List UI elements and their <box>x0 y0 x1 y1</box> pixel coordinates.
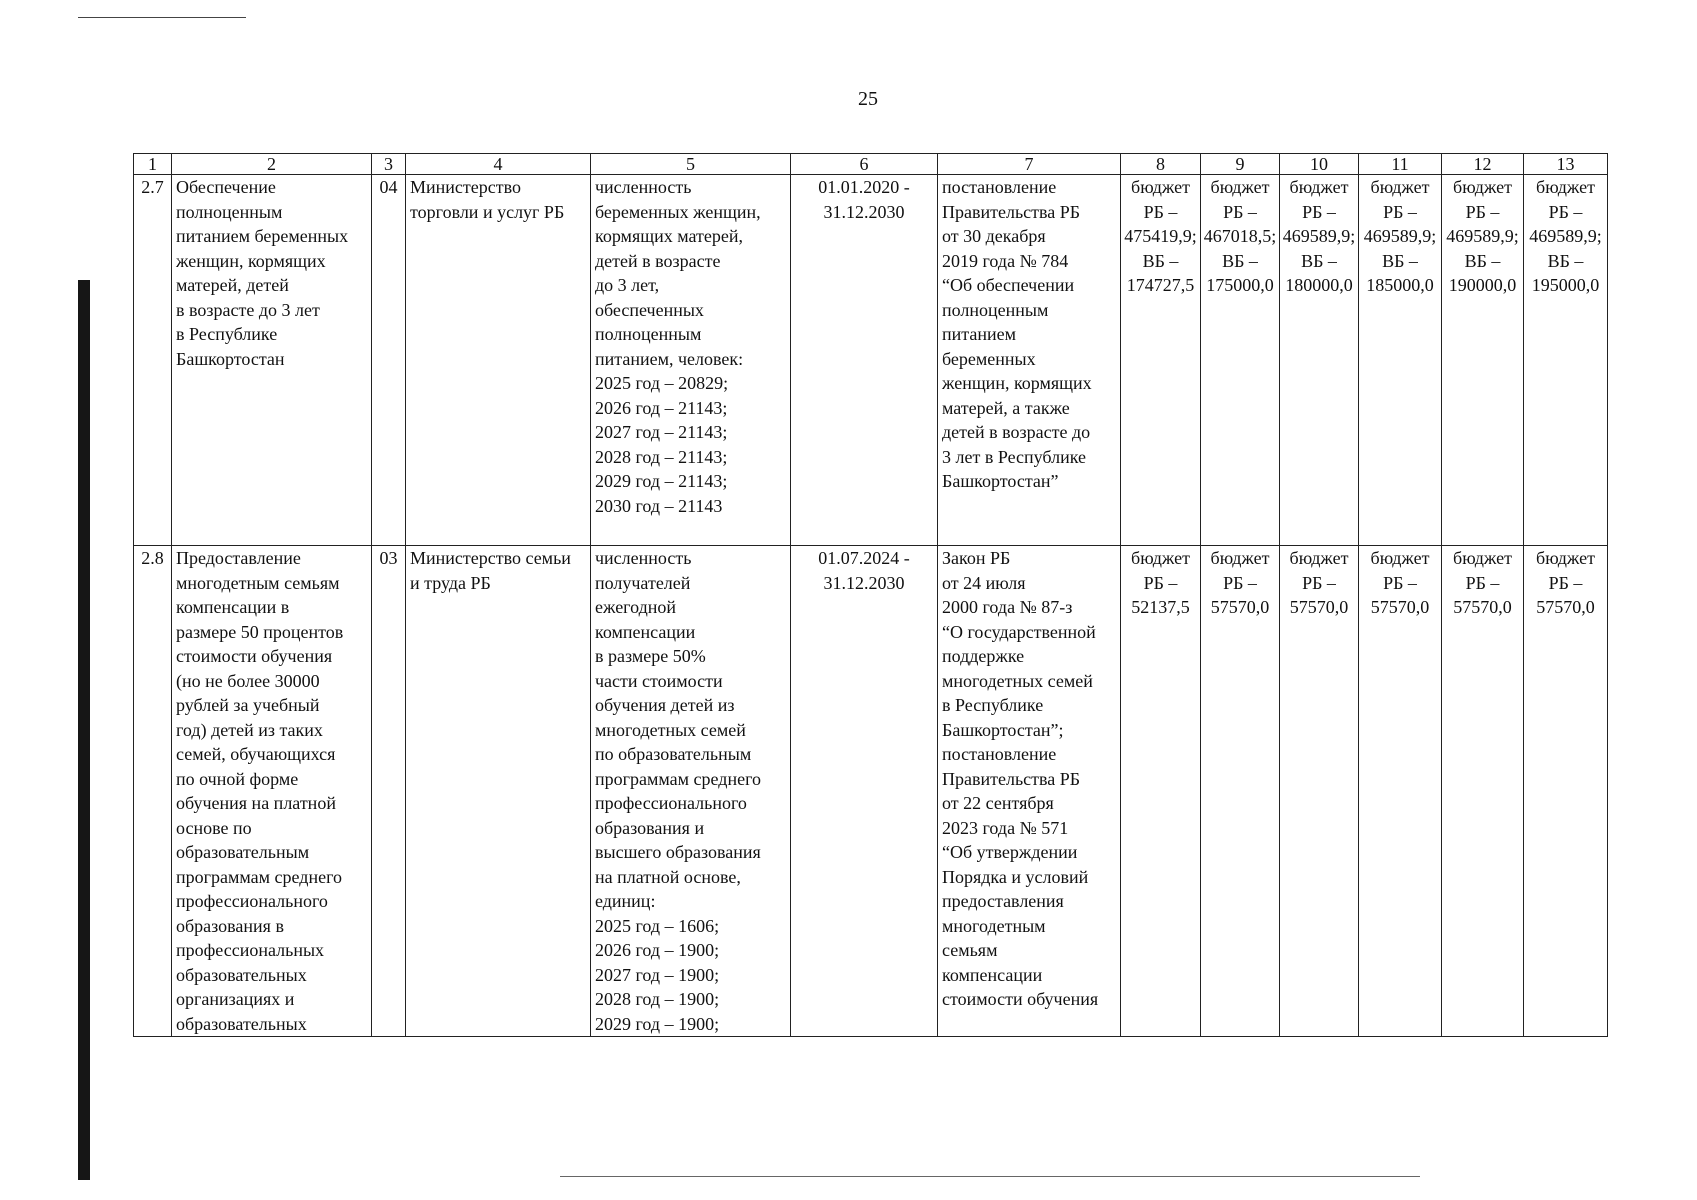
cell-line: в возрасте до 3 лет <box>176 299 320 320</box>
cell-line: основе по <box>176 817 252 838</box>
funding-line: бюджет <box>1536 177 1595 197</box>
cell-line: Предоставление <box>176 548 301 568</box>
cell-line: компенсации <box>595 621 696 642</box>
cell-line: полноценным <box>176 201 283 222</box>
funding-line: 57570,0 <box>1210 597 1270 617</box>
cell-line: размере 50 процентов <box>176 621 344 642</box>
funding-line: 469589,9; <box>1363 226 1437 246</box>
period-cell <box>791 546 938 1037</box>
cell-line: Правительства РБ <box>942 768 1081 789</box>
cell-line: 2027 год – 21143; <box>595 422 728 442</box>
cell-line: 3 лет в Республике <box>942 446 1087 467</box>
cell-line: 2029 год – 1900; <box>595 1013 720 1034</box>
header-cell: 1 <box>134 154 172 175</box>
cell-line: поддержке <box>942 646 1025 666</box>
cell-line: многодетным семьям <box>176 572 340 593</box>
page-number: 25 <box>858 88 878 110</box>
funding-line: ВБ – <box>1142 250 1179 271</box>
cell-line: программам среднего <box>595 768 761 789</box>
cell-line: программам среднего <box>176 866 342 887</box>
funding-line: РБ – <box>1143 572 1178 593</box>
funding-line: ВБ – <box>1547 250 1584 271</box>
activity-name <box>172 546 372 1037</box>
funding-line: РБ – <box>1548 201 1583 222</box>
header-cell: 9 <box>1201 154 1280 175</box>
cell-line: полноценным <box>942 299 1049 320</box>
cell-line: детей в возрасте <box>595 250 721 271</box>
indicator-cell <box>591 175 791 546</box>
cell-line: в Республике <box>942 695 1044 715</box>
cell-line: по очной форме <box>176 768 299 789</box>
cell-line: стоимости обучения <box>176 646 333 666</box>
cell-line: ежегодной <box>595 597 677 617</box>
cell-line: беременных женщин, <box>595 201 761 222</box>
cell-line: многодетных семей <box>942 670 1093 691</box>
cell-line: 2028 год – 1900; <box>595 989 720 1009</box>
cell-line: 2026 год – 1900; <box>595 940 720 960</box>
funding-line: 469589,9; <box>1446 226 1519 246</box>
funding-line: РБ – <box>1223 572 1257 593</box>
funding-line: РБ – <box>1465 201 1500 222</box>
funding-cell <box>1442 546 1524 1037</box>
cell-line: Закон РБ <box>942 548 1011 568</box>
header-cell: 3 <box>372 154 406 175</box>
cell-line: 2025 год – 1606; <box>595 915 720 936</box>
cell-line: до 3 лет, <box>595 275 660 295</box>
funding-line: бюджет <box>1210 177 1270 197</box>
cell-line: обучения на платной <box>176 793 336 813</box>
cell-line: профессиональных <box>176 940 325 960</box>
executor-cell <box>406 546 591 1037</box>
cell-line: 31.12.2030 <box>823 201 905 222</box>
funding-line: 195000,0 <box>1531 275 1600 295</box>
cell-line: 2030 год – 21143 <box>595 495 723 516</box>
funding-line: бюджет <box>1370 177 1430 197</box>
funding-line: бюджет <box>1131 177 1190 197</box>
cell-line: 2019 года № 784 <box>942 250 1069 271</box>
code-cell: 04 <box>372 175 406 546</box>
funding-line: ВБ – <box>1301 250 1337 271</box>
funding-cell <box>1121 175 1201 546</box>
funding-line: 467018,5; <box>1203 226 1277 246</box>
cell-line: питанием <box>942 324 1016 344</box>
funding-line: 57570,0 <box>1370 597 1430 617</box>
cell-line: стоимости обучения <box>942 989 1099 1009</box>
funding-line: 52137,5 <box>1131 597 1190 617</box>
cell-line: 2023 года № 571 <box>942 817 1069 838</box>
funding-line: 57570,0 <box>1536 597 1595 617</box>
funding-line: 469589,9; <box>1529 226 1602 246</box>
cell-line: постановление <box>942 744 1057 764</box>
scan-edge-bar <box>78 280 90 1180</box>
cell-line: Башкортостан” <box>942 471 1059 491</box>
cell-line: численность <box>595 548 692 568</box>
cell-line: в размере 50% <box>595 646 706 666</box>
cell-line: многодетных семей <box>595 719 746 740</box>
cell-line: Министерство семьи <box>410 548 571 568</box>
cell-line: Башкортостан <box>176 348 285 369</box>
cell-line: постановление <box>942 177 1057 197</box>
header-cell: 2 <box>172 154 372 175</box>
cell-line: женщин, кормящих <box>176 250 326 271</box>
cell-line: высшего образования <box>595 842 761 862</box>
funding-line: 180000,0 <box>1285 275 1353 295</box>
executor-cell <box>406 175 591 546</box>
table-row <box>134 546 1608 1037</box>
funding-line: ВБ – <box>1222 250 1258 271</box>
funding-line: 57570,0 <box>1453 597 1512 617</box>
cell-line: рублей за учебный <box>176 695 320 715</box>
cell-line: Министерство <box>410 177 521 197</box>
funding-cell <box>1359 175 1442 546</box>
funding-line: 475419,9; <box>1124 226 1197 246</box>
funding-cell <box>1359 546 1442 1037</box>
funding-line: 190000,0 <box>1448 275 1517 295</box>
cell-line: части стоимости <box>595 670 723 691</box>
funding-line: РБ – <box>1465 572 1500 593</box>
funding-cell <box>1121 546 1201 1037</box>
funding-line: РБ – <box>1383 572 1417 593</box>
cell-line: год) детей из таких <box>176 719 323 740</box>
cell-line: 2025 год – 20829; <box>595 373 729 393</box>
cell-line: торговли и услуг РБ <box>410 201 565 222</box>
header-cell: 8 <box>1121 154 1201 175</box>
cell-line: численность <box>595 177 692 197</box>
period-cell <box>791 175 938 546</box>
indicator-cell <box>591 546 791 1037</box>
header-cell: 6 <box>791 154 938 175</box>
header-cell: 4 <box>406 154 591 175</box>
cell-line: “Об обеспечении <box>942 275 1075 295</box>
funding-line: 185000,0 <box>1366 275 1434 295</box>
cell-line: 2026 год – 21143; <box>595 397 728 418</box>
funding-cell <box>1201 546 1280 1037</box>
cell-line: в Республике <box>176 324 278 344</box>
cell-line: по образовательным <box>595 744 752 764</box>
cell-line: Порядка и условий <box>942 866 1089 887</box>
funding-line: ВБ – <box>1464 250 1501 271</box>
cell-line: женщин, кормящих <box>942 373 1092 393</box>
cell-line: профессионального <box>176 891 328 911</box>
funding-line: ВБ – <box>1382 250 1418 271</box>
cell-line: “О государственной <box>942 621 1096 642</box>
cell-line: получателей <box>595 572 691 593</box>
cell-line: семьям <box>942 940 998 960</box>
funding-line: РБ – <box>1223 201 1257 222</box>
funding-line: бюджет <box>1210 548 1270 568</box>
activity-name <box>172 175 372 546</box>
cell-line: образовательным <box>176 842 310 862</box>
header-cell: 10 <box>1280 154 1359 175</box>
cell-line: единиц: <box>595 891 656 911</box>
cell-line: и труда РБ <box>410 572 491 593</box>
cell-line: Обеспечение <box>176 177 276 197</box>
row-number: 2.7 <box>134 175 172 546</box>
cell-line: “Об утверждении <box>942 842 1078 862</box>
funding-cell <box>1280 175 1359 546</box>
funding-line: РБ – <box>1383 201 1417 222</box>
funding-cell <box>1280 546 1359 1037</box>
cell-line: обучения детей из <box>595 695 735 715</box>
funding-line: бюджет <box>1289 548 1349 568</box>
funding-line: 174727,5 <box>1126 275 1195 295</box>
cell-line: кормящих матерей, <box>595 226 743 246</box>
cell-line: профессионального <box>595 793 747 813</box>
header-cell: 7 <box>938 154 1121 175</box>
cell-line: многодетным <box>942 915 1046 936</box>
cell-line: детей в возрасте до <box>942 422 1091 442</box>
cell-line: от 22 сентября <box>942 793 1054 813</box>
header-cell: 11 <box>1359 154 1442 175</box>
funding-line: бюджет <box>1131 548 1190 568</box>
cell-line: от 24 июля <box>942 572 1026 593</box>
funding-line: бюджет <box>1453 548 1512 568</box>
cell-line: полноценным <box>595 324 702 344</box>
cell-line: 31.12.2030 <box>823 572 905 593</box>
funding-line: 57570,0 <box>1289 597 1349 617</box>
program-table <box>133 153 1608 1037</box>
funding-line: бюджет <box>1453 177 1512 197</box>
funding-cell <box>1442 175 1524 546</box>
code-cell: 03 <box>372 546 406 1037</box>
basis-cell <box>938 175 1121 546</box>
cell-line: (но не более 30000 <box>176 670 320 691</box>
funding-line: 469589,9; <box>1282 226 1356 246</box>
cell-line: матерей, детей <box>176 275 289 295</box>
cell-line: 2000 года № 87-з <box>942 597 1073 617</box>
row-number: 2.8 <box>134 546 172 1037</box>
cell-line: беременных <box>942 348 1036 369</box>
cell-line: Башкортостан”; <box>942 719 1064 740</box>
funding-line: РБ – <box>1548 572 1583 593</box>
cell-line: организациях и <box>176 989 295 1009</box>
cell-line: предоставления <box>942 891 1064 911</box>
cell-line: 2027 год – 1900; <box>595 964 720 985</box>
basis-cell <box>938 546 1121 1037</box>
cell-line: Правительства РБ <box>942 201 1081 222</box>
cell-line: на платной основе, <box>595 866 741 887</box>
funding-cell <box>1524 175 1608 546</box>
cell-line: питанием, человек: <box>595 348 744 369</box>
funding-line: РБ – <box>1143 201 1178 222</box>
cell-line: образования и <box>595 817 705 838</box>
table-row <box>134 175 1608 546</box>
cell-line: образования в <box>176 915 284 936</box>
funding-line: 175000,0 <box>1206 275 1274 295</box>
cell-line: питанием беременных <box>176 226 349 246</box>
cell-line: семей, обучающихся <box>176 744 336 764</box>
cell-line: компенсации <box>942 964 1043 985</box>
funding-cell <box>1524 546 1608 1037</box>
cell-line: 2028 год – 21143; <box>595 446 728 467</box>
cell-line: матерей, а также <box>942 397 1070 418</box>
cell-line: обеспеченных <box>595 299 704 320</box>
header-cell: 12 <box>1442 154 1524 175</box>
bottom-rule <box>560 1176 1420 1177</box>
cell-line: от 30 декабря <box>942 226 1046 246</box>
funding-cell <box>1201 175 1280 546</box>
cell-line: 01.01.2020 - <box>818 177 910 197</box>
cell-line: компенсации в <box>176 597 290 617</box>
header-cell: 13 <box>1524 154 1608 175</box>
funding-line: РБ – <box>1302 572 1336 593</box>
top-rule <box>78 17 246 18</box>
header-row <box>134 154 1608 175</box>
cell-line: образовательных <box>176 1013 307 1034</box>
funding-line: бюджет <box>1289 177 1349 197</box>
cell-line: 2029 год – 21143; <box>595 471 728 491</box>
funding-line: РБ – <box>1302 201 1336 222</box>
cell-line: 01.07.2024 - <box>818 548 910 568</box>
funding-line: бюджет <box>1370 548 1430 568</box>
header-cell: 5 <box>591 154 791 175</box>
funding-line: бюджет <box>1536 548 1595 568</box>
cell-line: образовательных <box>176 964 307 985</box>
